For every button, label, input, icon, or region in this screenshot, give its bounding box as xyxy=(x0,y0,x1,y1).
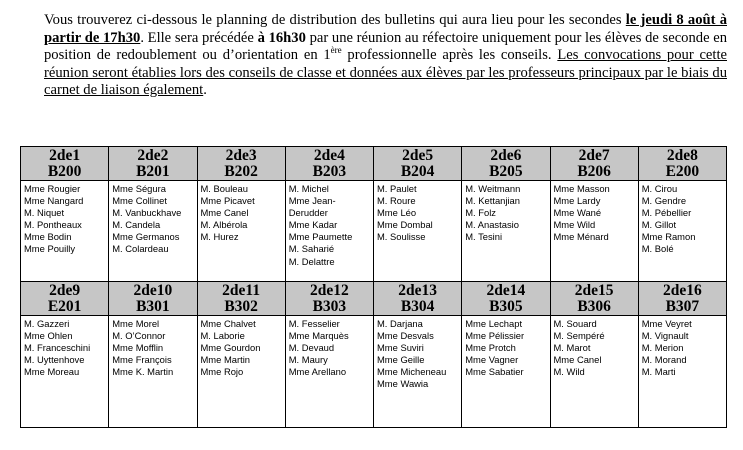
teacher-name: Mme François xyxy=(112,354,172,366)
teacher-name: M. Maury xyxy=(288,354,328,366)
teacher-name: Mme Ségura xyxy=(112,183,166,194)
teacher-name: Mme Ramon xyxy=(641,231,696,243)
teacher-name: M. Bouleau xyxy=(200,183,248,194)
teacher-name: M. Anastasio xyxy=(465,219,519,231)
teacher-name: Mme Masson xyxy=(553,183,610,194)
teacher-name: Mme Vagner xyxy=(465,354,519,366)
teacher-name: Mme Léo xyxy=(377,207,417,219)
teacher-name: M. O’Connor xyxy=(112,330,166,342)
teacher-name: M. Kettanjian xyxy=(465,195,520,207)
teacher-name: Mme Lechapt xyxy=(465,318,523,329)
class-room: B200 xyxy=(47,162,82,180)
teachers-row-1 xyxy=(21,181,727,282)
teacher-list xyxy=(374,316,462,428)
teacher-name: Mme Morel xyxy=(112,318,160,329)
teacher-list xyxy=(197,316,285,428)
class-name: 2de13 xyxy=(398,281,437,299)
class-name: 2de4 xyxy=(313,146,345,164)
teacher-name: Mme Micheneau xyxy=(377,366,447,378)
teacher-name: M. Laborie xyxy=(200,330,245,342)
class-room: B306 xyxy=(577,297,611,315)
teacher-name: M. Vanbuckhave xyxy=(112,207,182,219)
intro-date: le jeudi 8 août à partir de 17h30 xyxy=(44,12,727,46)
teacher-name: M. Cirou xyxy=(641,183,678,194)
teacher-name: Mme Rojo xyxy=(200,366,244,378)
teacher-name: Mme Pouilly xyxy=(24,243,76,255)
intro-end: . xyxy=(203,82,207,99)
class-header xyxy=(462,282,550,316)
teacher-name: M. Michel xyxy=(288,183,329,194)
class-name: 2de16 xyxy=(663,281,702,299)
teacher-name: Mme Pélissier xyxy=(465,330,525,342)
class-header xyxy=(109,147,197,181)
teacher-name: M. Sempéré xyxy=(553,330,605,342)
teacher-name: M. Pontheaux xyxy=(24,219,82,231)
class-header xyxy=(550,147,638,181)
class-header xyxy=(285,282,373,316)
teacher-list xyxy=(21,181,109,282)
intro-note: Les convocations pour cette réunion seront établies lors des conseils de classe et données aux élèves par les professeurs principaux par le biais du carnet de liaison également xyxy=(44,47,727,99)
teacher-list xyxy=(21,316,109,428)
class-header xyxy=(462,147,550,181)
teacher-list xyxy=(462,181,550,282)
class-header xyxy=(550,282,638,316)
teacher-name: Mme Lardy xyxy=(553,195,601,207)
teacher-name: Mme Rougier xyxy=(24,183,81,194)
class-room: B206 xyxy=(577,162,611,180)
teacher-name: Mme Marquès xyxy=(288,330,349,342)
teacher-list xyxy=(638,316,726,428)
teacher-list xyxy=(550,316,638,428)
class-room: E200 xyxy=(665,162,700,180)
teacher-name: M. Soulisse xyxy=(377,231,426,243)
teacher-name: M. Candela xyxy=(112,219,161,231)
class-room: B204 xyxy=(400,162,435,180)
teacher-list xyxy=(109,181,197,282)
teacher-name: M. Wild xyxy=(553,366,585,378)
teacher-name: Mme Veyret xyxy=(641,318,692,329)
teacher-list xyxy=(197,181,285,282)
teacher-name: Mme Ménard xyxy=(553,231,609,243)
class-room: B301 xyxy=(136,297,170,315)
teacher-name: M. Tesini xyxy=(465,231,503,243)
class-header xyxy=(638,147,726,181)
teacher-name: Mme K. Martin xyxy=(112,366,174,378)
teacher-name: Mme Arellano xyxy=(288,366,347,378)
class-room: E201 xyxy=(47,297,82,315)
teacher-name: M. Darjana xyxy=(377,318,423,329)
class-room: B305 xyxy=(489,297,523,315)
teacher-list xyxy=(550,181,638,282)
teacher-name: Mme Dombal xyxy=(377,219,433,231)
teacher-name: M. Roure xyxy=(377,195,416,207)
class-name: 2de2 xyxy=(137,146,169,164)
teacher-name: Mme Canel xyxy=(200,207,249,219)
teacher-name: M. Saharié xyxy=(288,243,335,255)
class-name: 2de3 xyxy=(225,146,257,164)
class-name: 2de10 xyxy=(133,281,173,299)
header-row-2 xyxy=(21,282,727,316)
teacher-name: Mme Suviri xyxy=(377,342,424,354)
teacher-name: M. Gendre xyxy=(641,195,687,207)
teacher-name: Mme Geille xyxy=(377,354,425,366)
class-header xyxy=(109,282,197,316)
class-room: B205 xyxy=(489,162,523,180)
class-name: 2de14 xyxy=(486,281,526,299)
class-header xyxy=(21,282,109,316)
teacher-name: M. Bolé xyxy=(641,243,674,255)
teacher-name: Mme Bodin xyxy=(24,231,72,243)
teacher-name: Mme Protch xyxy=(465,342,516,354)
teacher-list xyxy=(285,181,373,282)
class-name: 2de9 xyxy=(49,281,81,299)
teacher-name: M. Morand xyxy=(641,354,687,366)
intro-time: à 16h30 xyxy=(257,29,306,46)
teacher-name: Mme Kadar xyxy=(288,219,338,231)
class-room: B304 xyxy=(400,297,435,315)
class-name: 2de12 xyxy=(310,281,349,299)
teacher-name: M. Devaud xyxy=(288,342,335,354)
class-room: B201 xyxy=(136,162,170,180)
teacher-name: M. Merion xyxy=(641,342,684,354)
teacher-name: Mme Collinet xyxy=(112,195,167,207)
teacher-name: M. Paulet xyxy=(377,183,417,194)
teacher-name: Mme Wawia xyxy=(377,378,429,390)
class-header xyxy=(638,282,726,316)
class-header xyxy=(197,147,285,181)
class-header xyxy=(285,147,373,181)
intro-text-1: Vous trouverez ci-dessous le planning de distribution des bulletins qui aura lieu pour les secondes xyxy=(44,12,626,28)
class-name: 2de7 xyxy=(578,146,610,164)
class-header xyxy=(197,282,285,316)
class-header xyxy=(374,147,462,181)
class-room: B202 xyxy=(224,162,258,180)
header-row-1 xyxy=(21,147,727,181)
teacher-list xyxy=(374,181,462,282)
teacher-name: Mme Jean-Derudder xyxy=(288,195,336,219)
class-header xyxy=(374,282,462,316)
intro-text-3: par une réunion au réfectoire uniquement pour les élèves de seconde en position de redoublement ou d’orientation en 1 xyxy=(44,29,728,64)
teacher-name: Mme Paumette xyxy=(288,231,353,243)
teacher-name: M. Hurez xyxy=(200,231,239,243)
class-header xyxy=(21,147,109,181)
teacher-name: Mme Gourdon xyxy=(200,342,261,354)
intro-superscript: ère xyxy=(330,45,342,56)
teacher-name: Mme Canel xyxy=(553,354,602,366)
teacher-name: Mme Moreau xyxy=(24,366,80,378)
class-name: 2de15 xyxy=(574,281,614,299)
teacher-name: M. Gazzeri xyxy=(24,318,70,329)
teacher-name: Mme Chalvet xyxy=(200,318,256,329)
teacher-name: M. Vignault xyxy=(641,330,689,342)
teachers-row-2 xyxy=(21,316,727,428)
teacher-name: Mme Desvals xyxy=(377,330,434,342)
teacher-name: M. Delattre xyxy=(288,255,335,267)
teacher-name: M. Niquet xyxy=(24,207,65,219)
class-room: B302 xyxy=(224,297,258,315)
teacher-name: M. Marti xyxy=(641,366,676,378)
teacher-name: M. Gillot xyxy=(641,219,677,231)
teacher-list xyxy=(109,316,197,428)
teacher-name: Mme Sabatier xyxy=(465,366,524,378)
teacher-name: Mme Wild xyxy=(553,219,596,231)
class-name: 2de8 xyxy=(666,146,698,164)
class-room: B307 xyxy=(665,297,700,315)
class-name: 2de5 xyxy=(402,146,434,164)
teacher-name: Mme Ohlen xyxy=(24,330,73,342)
class-room: B203 xyxy=(312,162,347,180)
teacher-list xyxy=(462,316,550,428)
class-name: 2de1 xyxy=(49,146,81,164)
teacher-name: M. Pébellier xyxy=(641,207,692,219)
teacher-name: M. Marot xyxy=(553,342,591,354)
teacher-list xyxy=(285,316,373,428)
teacher-name: M. Folz xyxy=(465,207,496,219)
teacher-name: M. Fesselier xyxy=(288,318,340,329)
teacher-name: Mme Germanos xyxy=(112,231,180,243)
teacher-name: M. Franceschini xyxy=(24,342,91,354)
intro-text-2: . Elle sera précédée xyxy=(140,29,258,46)
teacher-name: Mme Nangard xyxy=(24,195,84,207)
teacher-name: Mme Picavet xyxy=(200,195,255,207)
intro-text-4: professionnelle après les conseils. xyxy=(341,47,558,64)
teacher-name: Mme Martin xyxy=(200,354,250,366)
class-room: B303 xyxy=(312,297,347,315)
teacher-name: M. Albérola xyxy=(200,219,248,231)
teacher-name: Mme Wané xyxy=(553,207,602,219)
teacher-name: M. Souard xyxy=(553,318,597,329)
teacher-name: Mme Mofflin xyxy=(112,342,164,354)
class-name: 2de6 xyxy=(490,146,522,164)
teacher-name: M. Weitmann xyxy=(465,183,521,194)
distribution-table xyxy=(20,146,727,428)
class-name: 2de11 xyxy=(222,281,261,299)
teacher-name: M. Uyttenhove xyxy=(24,354,85,366)
teacher-list xyxy=(638,181,726,282)
teacher-name: M. Colardeau xyxy=(112,243,169,255)
intro-paragraph xyxy=(44,12,727,100)
